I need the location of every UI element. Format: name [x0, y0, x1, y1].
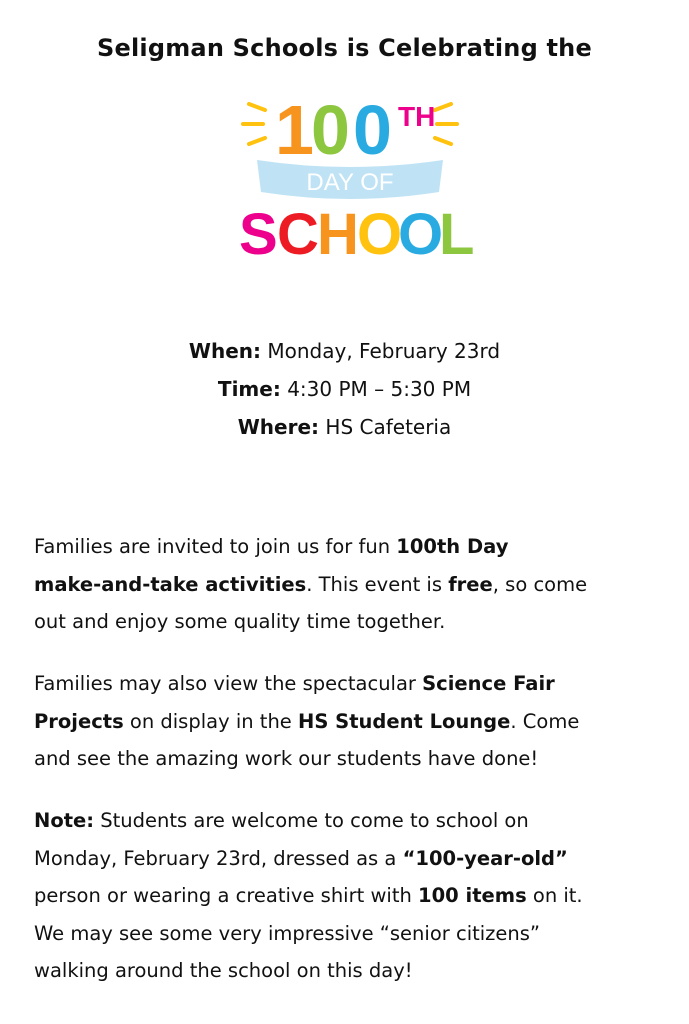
p1-bold-1: 100th Day: [396, 535, 509, 558]
p2-bold-1: Science Fair: [422, 672, 555, 695]
where-value: HS Cafeteria: [325, 415, 452, 439]
p2-text-1: Families may also view the spectacular: [34, 672, 423, 695]
100th-day-logo: [235, 82, 475, 267]
p1-bold-2: make-and-take activities: [34, 572, 307, 596]
logo-letter-s: S: [239, 202, 278, 267]
logo-banner-text: DAY OF: [306, 169, 394, 196]
p2-text-2: on display in the: [123, 709, 299, 733]
p3-text-2: Monday, February 23rd, dressed as a: [34, 846, 403, 870]
p3-text-1: Students are welcome to come to school on: [94, 809, 529, 832]
page-title: Seligman Schools is Celebrating the: [97, 34, 592, 62]
when-label: When:: [188, 339, 262, 363]
p1-text-4: out and enjoy some quality time together.: [34, 610, 446, 633]
logo-letter-c: C: [277, 202, 319, 267]
logo-letter-l: L: [439, 202, 475, 267]
p3-text-5: We may see some very impressive “senior citizens”: [34, 921, 541, 945]
p2-text-4: and see the amazing work our students have done!: [34, 747, 539, 770]
logo-letter-o2: O: [398, 202, 444, 267]
p1-text-3: , so come: [492, 572, 588, 596]
p1-text-2: . This event is: [306, 572, 449, 596]
p2-bold-2: Projects: [34, 709, 124, 733]
p2-bold-3: HS Student Lounge: [298, 709, 511, 733]
rays-right-icon: [435, 104, 457, 144]
time-value: 4:30 PM – 5:30 PM: [287, 377, 472, 401]
p3-text-6: walking around the school on this day!: [34, 959, 413, 982]
paragraph-note: [34, 802, 664, 990]
p3-text-3: person or wearing a creative shirt with: [34, 884, 419, 907]
logo-suffix: TH: [398, 101, 436, 132]
p3-text-4: on it.: [526, 884, 583, 907]
logo-letter-h: H: [317, 202, 359, 267]
logo-digit-1: 1: [275, 91, 314, 169]
time-label: Time:: [217, 377, 281, 401]
paragraph-science-fair: [34, 665, 664, 778]
p3-bold-1: Note:: [34, 809, 95, 832]
p3-bold-2: “100-year-old”: [402, 846, 568, 870]
logo-digit-2: 0: [311, 91, 350, 169]
p1-bold-3: free: [448, 572, 493, 596]
p2-text-3: . Come: [510, 709, 580, 733]
logo-letter-o1: O: [357, 202, 403, 267]
p3-bold-3: 100 items: [418, 884, 527, 907]
when-value: Monday, February 23rd: [267, 339, 501, 363]
where-label: Where:: [237, 415, 320, 439]
event-details: [0, 332, 689, 446]
where-line: [0, 408, 689, 446]
paragraph-activities: [34, 528, 664, 641]
p1-text-1: Families are invited to join us for fun: [34, 535, 397, 558]
when-line: [0, 332, 689, 370]
time-line: [0, 370, 689, 408]
rays-left-icon: [243, 104, 265, 144]
logo-digit-3: 0: [353, 91, 392, 169]
